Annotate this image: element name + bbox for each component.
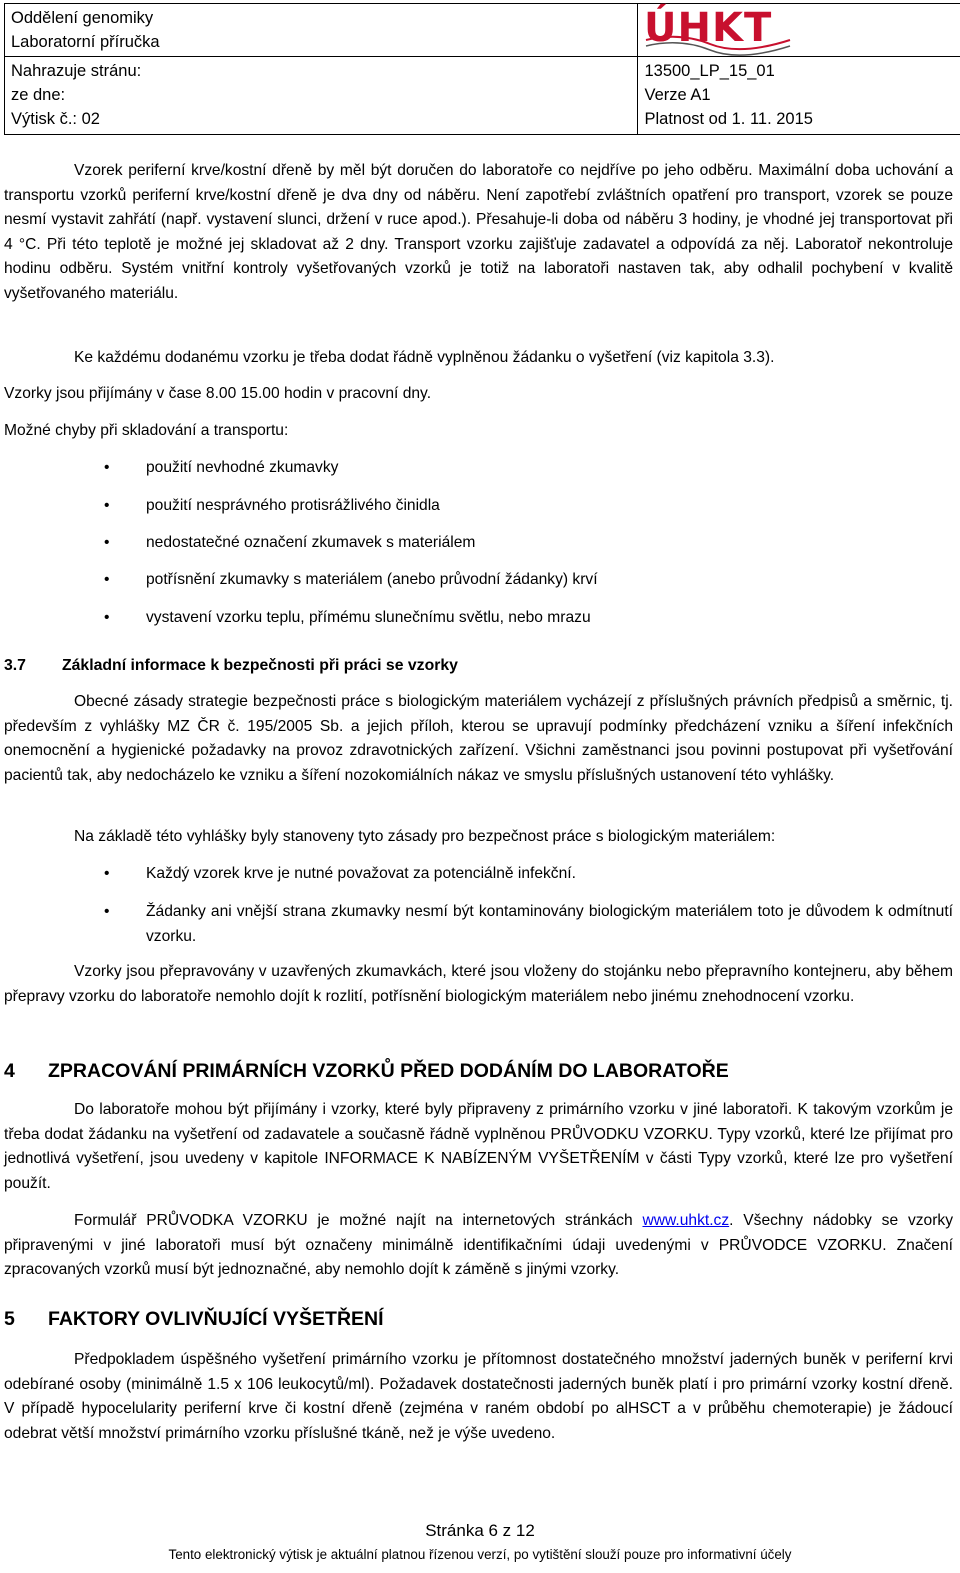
valid-from: Platnost od 1. 11. 2015	[644, 110, 813, 129]
paragraph-transport	[4, 159, 953, 306]
logo-text: ÚHKT	[644, 5, 773, 51]
paragraph-safety-intro-text: Na základě této vyhlášky byly stanoveny tyto zásady pro bezpečnost práce s biologickým materiálem:	[74, 828, 776, 845]
paragraph-form-text: Formulář PRŮVODKA VZORKU je možné najít na internetových stránkách	[74, 1212, 643, 1229]
paragraph-form-text-end: . Všechny nádobky se vzorky připravenými v jiné laboratoři musí být označeny minimálně identifikačními údaji uvedenými v PRŮVODCE VZORKU. Značení zpracovaných vzorků musí být jednoznačné, aby nemohlo dojít k záměně s jinými vzorky.	[4, 1212, 954, 1278]
bullet-icon: •	[104, 534, 110, 551]
paragraph-external-samples	[4, 1098, 953, 1196]
section-number: 3.7	[4, 657, 26, 674]
paragraph-hours: Vzorky jsou přijímány v čase 8.00 15.00 hodin v pracovní dny.	[4, 385, 432, 402]
bullet-icon: •	[104, 903, 110, 920]
paragraph-transport-containers	[4, 960, 953, 1009]
uhkt-logo	[640, 6, 800, 58]
replaces-label: Nahrazuje stránu:	[11, 62, 142, 81]
copy-label: Výtisk č.: 02	[11, 110, 100, 129]
section-title: ZPRACOVÁNÍ PRIMÁRNÍCH VZORKŮ PŘED DODÁNÍM DO LABORATOŘE	[48, 1060, 729, 1082]
paragraph-transport-containers-text: Vzorky jsou přepravovány v uzavřených zkumavkách, které jsou vloženy do stojánku nebo přepravního kontejneru, aby během přepravy vzorku do laboratoře nemohlo dojít k rozlití, potřísnění biologickým materiálem nebo jinému znehodnocení vzorku.	[4, 963, 953, 1005]
document-header	[4, 3, 960, 135]
section-4-heading	[4, 1057, 729, 1085]
paragraph-request	[4, 346, 953, 371]
paragraph-external-samples-text: Do laboratoře mohou být přijímány i vzorky, které byly připraveny z primárního vzorku v jiné laboratoři. K takovým vzorkům je třeba dodat žádanku na vyšetření od zadavatele a současně řádně vyplněnou PRŮVODKU VZORKU. Typy vzorků, které lze přijímat pro jednotlivá vyšetření, jsou uvedeny v kapitole INFORMACE K NABÍZENÝM VYŠETŘENÍM v části Typy vzorků, které lze pro vyšetření použít.	[4, 1101, 953, 1192]
document-code: 13500_LP_15_01	[644, 62, 775, 81]
footer-note: Tento elektronický výtisk je aktuální platnou řízenou verzí, po vytištění slouží pouze pro informativní účely	[168, 1547, 792, 1562]
paragraph-transport-text: Vzorek periferní krve/kostní dřeně by měl být doručen do laboratoře co nejdříve po jeho odběru. Maximální doba uchování a transportu vzorků periferní krve/kostní dřeně je dva dny od náběru. Není zapotřebí zvláštních opatření pro transport, vzorek se pouze nesmí vystavit zahřátí (např. vystavení slunci, držení v ruce apod.). Přesahuje-li doba od náběru 3 hodiny, je vhodné jej transportovat při 4 °C. Při této teplotě je možné jej skladovat až 2 dny. Transport vzorku zajišťuje zadavatel a odpovídá za něj. Laboratoř nekontroluje hodinu odběru. Systém vnitřní kontroly vyšetřovaných vzorků je totiž na laboratoři nastaven tak, aby odhalil pochybení v kvalitě vyšetřovaného materiálu.	[4, 162, 953, 302]
document-name: Laboratorní příručka	[11, 33, 160, 51]
paragraph-safety-intro	[4, 825, 953, 850]
section-title: FAKTORY OVLIVŇUJÍCÍ VYŠETŘENÍ	[48, 1308, 384, 1330]
section-number: 5	[4, 1308, 15, 1330]
error-item: použití nevhodné zkumavky	[146, 459, 339, 476]
header-right-bottom	[638, 57, 960, 135]
header-left-top	[5, 4, 638, 57]
document-version: Verze A1	[644, 86, 711, 105]
safety-item: Žádanky ani vnější strana zkumavky nesmí být kontaminovány biologickým materiálem toto je důvodem k odmítnutí vzorku.	[146, 903, 953, 945]
error-item: nedostatečné označení zkumavek s materiálem	[146, 534, 476, 551]
paragraph-form	[4, 1209, 953, 1283]
paragraph-safety-rules	[4, 690, 953, 788]
page-number: Stránka 6 z 12	[425, 1521, 535, 1540]
error-item: použití nesprávného protisrážlivého činidla	[146, 497, 440, 514]
date-label: ze dne:	[11, 86, 66, 105]
section-5-heading	[4, 1305, 384, 1333]
paragraph-factors	[4, 1348, 953, 1446]
error-item: vystavení vzorku teplu, přímému slunečnímu světlu, nebo mrazu	[146, 609, 591, 626]
paragraph-errors-intro: Možné chyby při skladování a transportu:	[4, 422, 289, 439]
bullet-icon: •	[104, 865, 110, 882]
uhkt-website-link[interactable]: www.uhkt.cz	[642, 1212, 730, 1229]
header-left-bottom	[5, 57, 638, 135]
bullet-icon: •	[104, 497, 110, 514]
safety-item: Každý vzorek krve je nutné považovat za potenciálně infekční.	[146, 865, 576, 882]
department-name: Oddělení genomiky	[11, 9, 154, 27]
bullet-icon: •	[104, 571, 110, 588]
paragraph-request-text: Ke každému dodanému vzorku je třeba dodat řádně vyplněnou žádanku o vyšetření (viz kapitola 3.3).	[74, 349, 775, 366]
error-item: potřísnění zkumavky s materiálem (anebo průvodní žádanky) krví	[146, 571, 598, 588]
section-number: 4	[4, 1060, 15, 1082]
section-title: Základní informace k bezpečnosti při práci se vzorky	[62, 657, 458, 674]
bullet-icon: •	[104, 459, 110, 476]
bullet-icon: •	[104, 609, 110, 626]
paragraph-safety-rules-text: Obecné zásady strategie bezpečnosti práce s biologickým materiálem vycházejí z příslušných právních předpisů a směrnic, tj. především z vyhlášky MZ ČR č. 195/2005 Sb. a jejich příloh, kterou se upravují podmínky předcházení vzniku a šíření infekčních onemocnění a hygienické požadavky na provoz zdravotnických zařízení. Všichni zaměstnanci jsou povinni postupovat při vyšetřování pacientů tak, aby nedocházelo ke vzniku a šíření nozokomiálních nákaz ve smyslu příslušných ustanovení této vyhlášky.	[4, 693, 953, 784]
section-3-7-heading	[4, 654, 458, 678]
paragraph-factors-text: Předpokladem úspěšného vyšetření primárního vzorku je přítomnost dostatečného množství jaderných buněk v periferní krvi odebírané osoby (minimálně 1.5 x 106 leukocytů/ml). Požadavek dostatečnosti jaderných buněk platí i pro primární vzorky kostní dřeně. V případě hypocelularity periferní krve či kostní dřeně (zejména v raném období po alHSCT a v průběhu chemoterapie) je žádoucí odebrat větší množství primárního vzorku příslušné tkáně, než je výše uvedeno.	[4, 1351, 953, 1442]
